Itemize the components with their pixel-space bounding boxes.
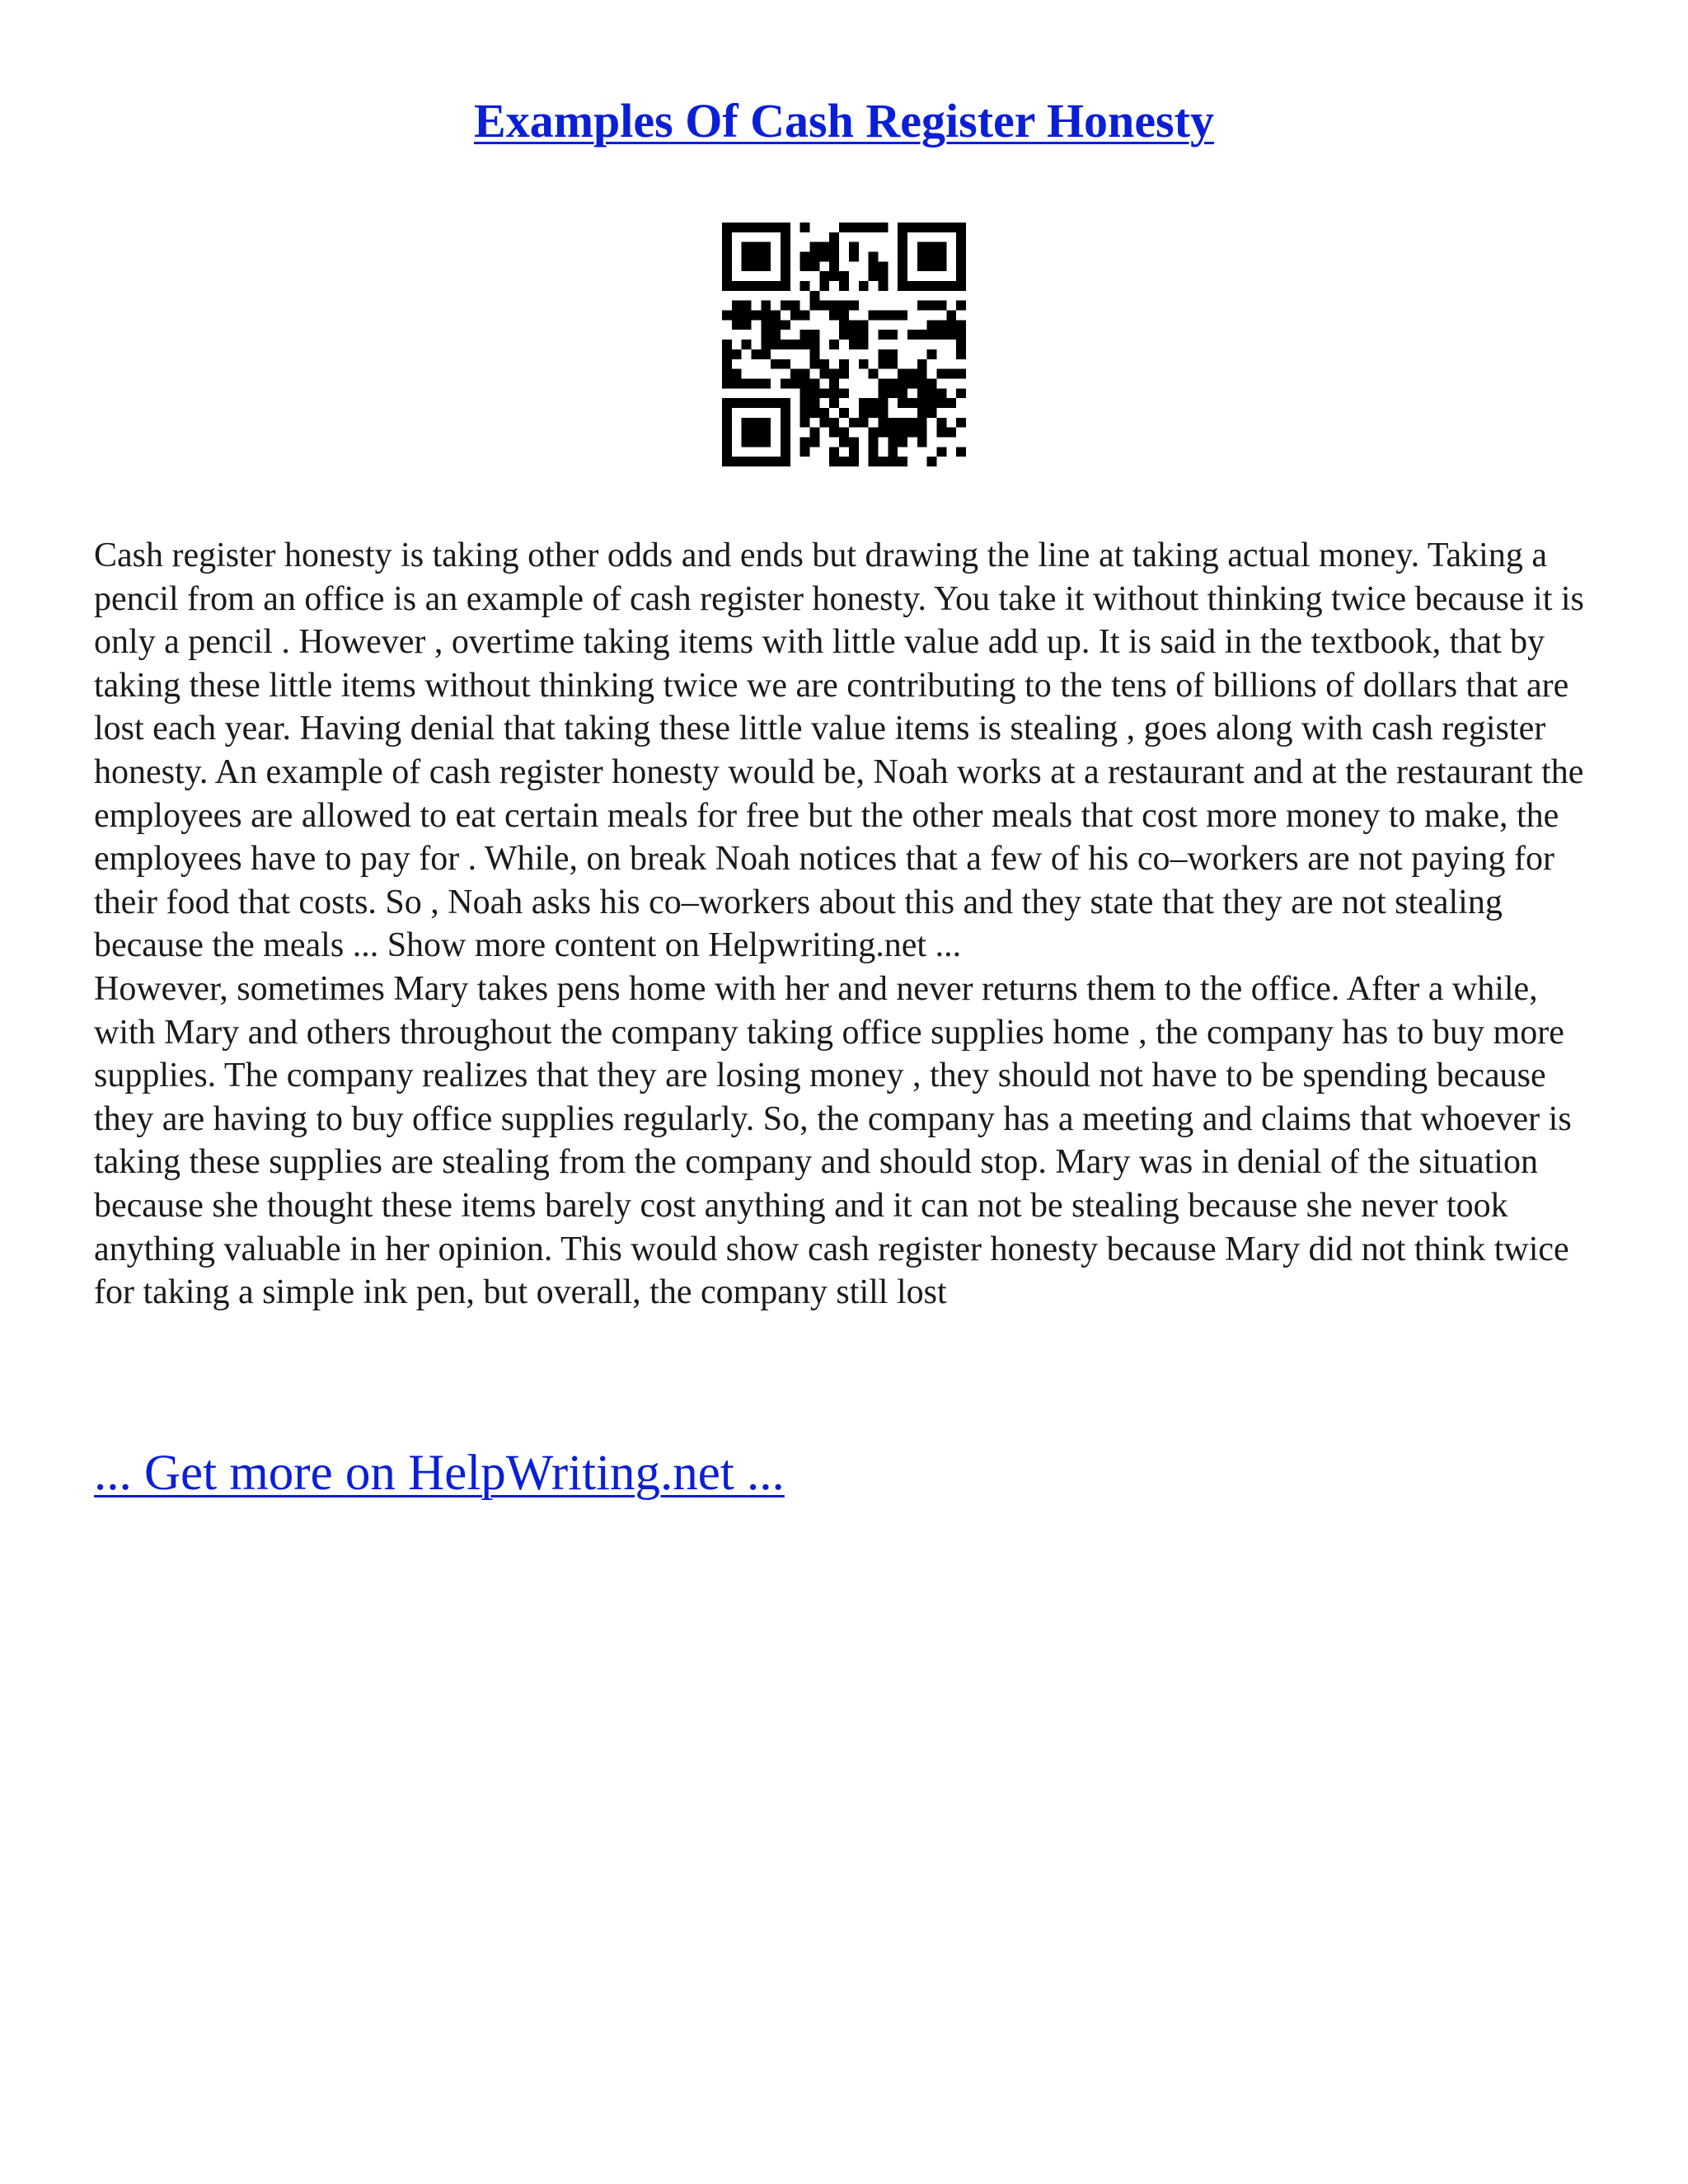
article-body bbox=[94, 534, 1602, 1315]
page-title bbox=[0, 89, 1688, 153]
qr-code-icon bbox=[722, 223, 966, 466]
get-more-link[interactable]: ... Get more on HelpWriting.net ... bbox=[94, 1446, 785, 1501]
paragraph-2: However, sometimes Mary takes pens home with her and never returns them to the office. After a while, with Mary and others throughout the company taking office supplies home , the company has to buy more supplies. The company realizes that they are losing money , they should not have to be spending because they are having to buy office supplies regularly. So, the company has a meeting and claims that whoever is taking these supplies are stealing from the company and should stop. Mary was in denial of the situation because she thought these items barely cost anything and it can not be stealing because she never took anything valuable in her opinion. This would show cash register honesty because Mary did not think twice for taking a simple ink pen, but overall, the company still lost bbox=[94, 969, 1572, 1312]
title-link[interactable]: Examples Of Cash Register Honesty bbox=[474, 94, 1214, 148]
get-more-link-container bbox=[94, 1441, 785, 1507]
paragraph-1: Cash register honesty is taking other odds and ends but drawing the line at taking actual money. Taking a pencil from an office is an example of cash register honesty. You take it without thinking twice because it is only a pencil . However , overtime taking items with little value add up. It is said in the textbook, that by taking these little items without thinking twice we are contributing to the tens of billions of dollars that are lost each year. Having denial that taking these little value items is stealing , goes along with cash register honesty. An example of cash register honesty would be, Noah works at a restaurant and at the restaurant the employees are allowed to eat certain meals for free but the other meals that cost more money to make, the employees have to pay for . While, on break Noah notices that a few of his co–workers are not paying for their food that costs. So , Noah asks his co–workers about this and they state that they are not stealing because the meals ... Show more content on Helpwriting.net ... bbox=[94, 537, 1584, 965]
